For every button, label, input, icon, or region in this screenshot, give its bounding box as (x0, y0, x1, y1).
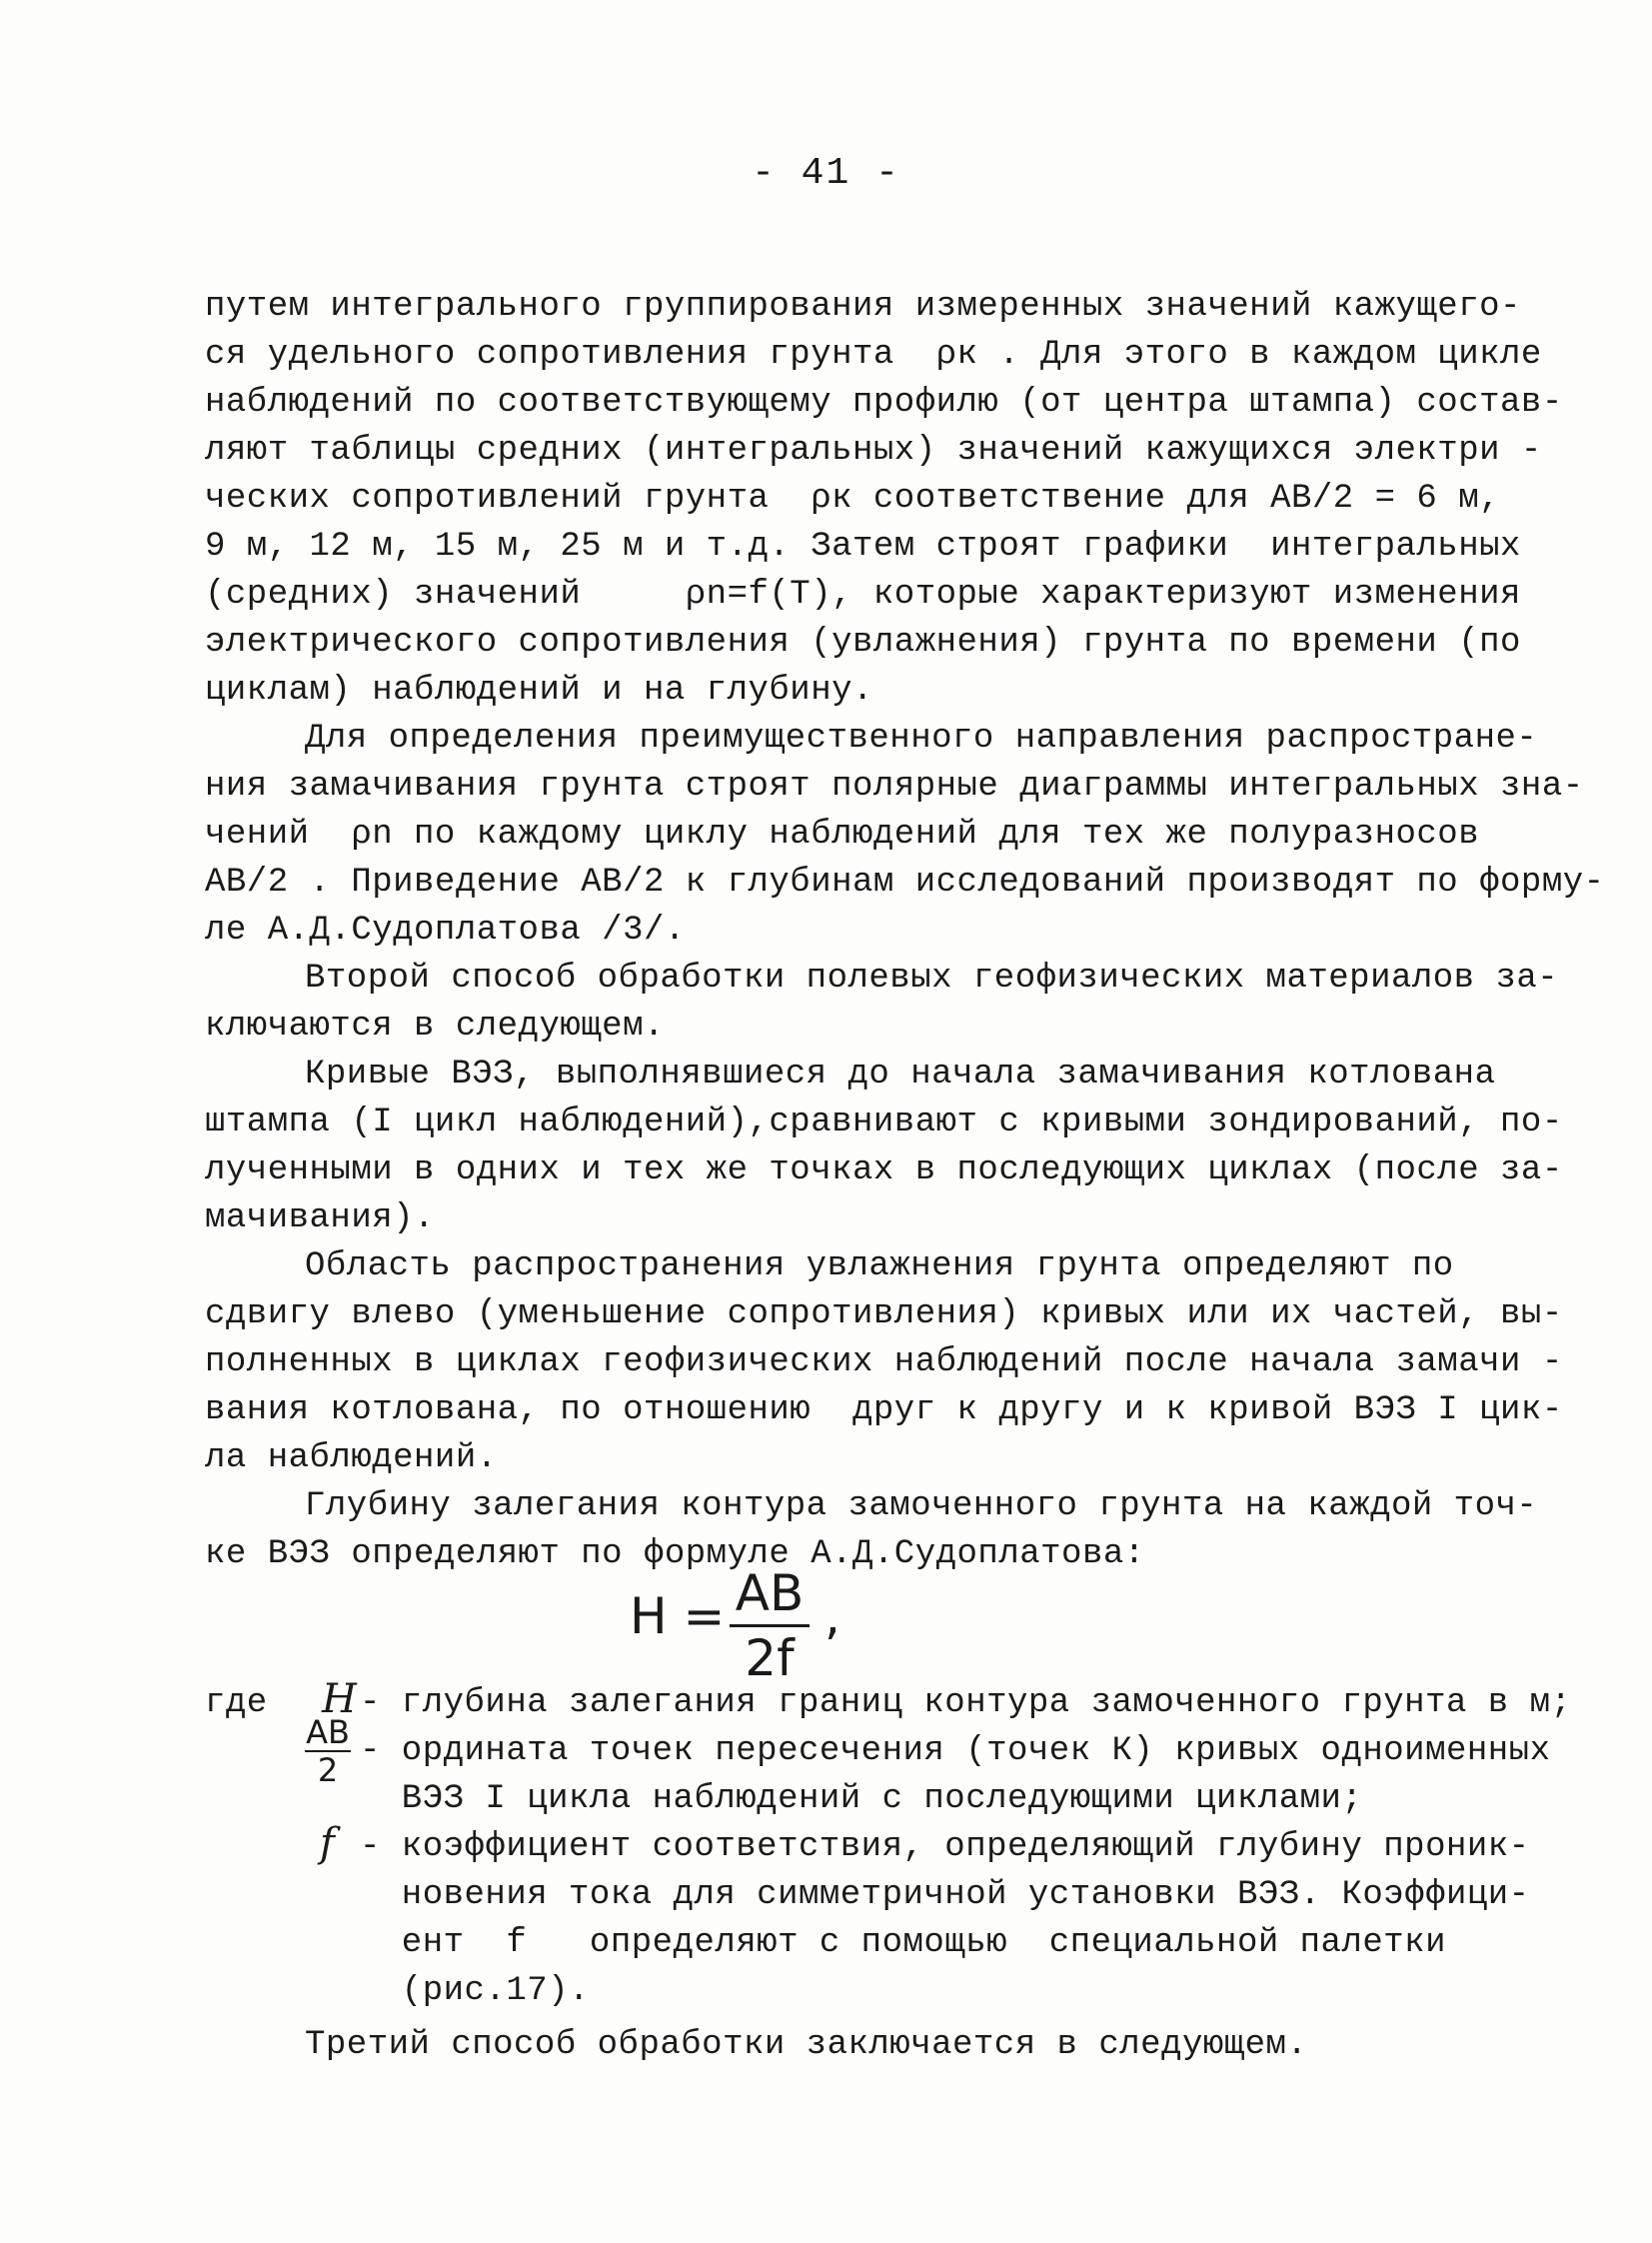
text-line: ле А.Д.Судоплатова /3/. (205, 912, 686, 950)
text-line: электрического сопротивления (увлажнения) грунта по времени (по (205, 624, 1521, 662)
page-number: - 41 - (752, 152, 900, 195)
text-line: ся удельного сопротивления грунта ρк . Для этого в каждом цикле (205, 336, 1542, 374)
text-line: Кривые ВЭЗ, выполнявшиеся до начала замачивания котлована (305, 1056, 1496, 1094)
text-line: лученными в одних и тех же точках в последующих циклах (после за- (205, 1151, 1563, 1189)
text-line: штампа (I цикл наблюдений),сравнивают с кривыми зондирований, по- (205, 1104, 1563, 1141)
definition-text: ент f определяют с помощью специальной палетки (360, 1924, 1446, 1962)
formula (630, 1564, 879, 1687)
definition-text: - глубина залегания границ контура замоченного грунта в м; (360, 1684, 1572, 1722)
formula-numerator: AB (735, 1564, 805, 1622)
text-line: вания котлована, по отношению друг к другу и к кривой ВЭЗ I цик- (205, 1391, 1563, 1429)
definition-text: (рис.17). (360, 1972, 590, 2010)
fraction-bar (730, 1624, 810, 1627)
text-line: наблюдений по соответствующему профилю (от центра штампа) состав- (205, 384, 1563, 422)
definition-text: - ордината точек пересечения (точек К) кривых одноименных (360, 1732, 1551, 1770)
formula-fraction (730, 1564, 810, 1687)
text-line: Для определения преимущественного направления распростране- (305, 720, 1538, 758)
text-line: путем интегрального группирования измеренных значений кажущего- (205, 288, 1521, 326)
text-line: (средних) значений ρn=f(T), которые характеризуют изменения (205, 576, 1521, 614)
text-line: Глубину залегания контура замоченного грунта на каждой точ- (305, 1487, 1538, 1525)
definition-symbol-h: H (322, 1676, 358, 1722)
small-frac-denominator: 2 (317, 1751, 339, 1789)
definition-text: ВЭЗ I цикла наблюдений с последующими циклами; (360, 1780, 1363, 1818)
text-line: ческих сопротивлений грунта ρк соответствение для АВ/2 = 6 м, (205, 480, 1501, 518)
text-line: циклам) наблюдений и на глубину. (205, 672, 873, 710)
definition-symbol-f: f (320, 1820, 336, 1866)
text-line: ключаются в следующем. (205, 1008, 665, 1046)
text-line: чений ρn по каждому циклу наблюдений для тех же полуразносов (205, 816, 1480, 854)
text-line: сдвигу влево (уменьшение сопротивления) кривых или их частей, вы- (205, 1295, 1563, 1333)
text-line: ке ВЭЗ определяют по формуле А.Д.Судоплатова: (205, 1535, 1145, 1573)
text-line: 9 м, 12 м, 15 м, 25 м и т.д. Затем строят графики интегральных (205, 528, 1521, 566)
closing-line: Третий способ обработки заключается в следующем. (305, 2026, 1308, 2064)
text-line: Второй способ обработки полевых геофизических материалов за- (305, 960, 1559, 998)
definitions-intro: где (205, 1684, 268, 1722)
text-line: полненных в циклах геофизических наблюдений после начала замачи - (205, 1343, 1563, 1381)
formula-lhs: H = (630, 1587, 726, 1645)
text-line: ла наблюдений. (205, 1439, 498, 1477)
definition-symbol-ab-over-2 (305, 1715, 351, 1787)
definition-text: - коэффициент соответствия, определяющий глубину проник- (360, 1828, 1530, 1866)
text-line: АВ/2 . Приведение АВ/2 к глубинам исследований производят по форму- (205, 864, 1605, 902)
text-line: мачивания). (205, 1199, 435, 1237)
text-line: Область распространения увлажнения грунта определяют по (305, 1247, 1454, 1285)
formula-comma: , (825, 1587, 840, 1645)
formula-denominator: 2f (745, 1629, 795, 1687)
small-frac-numerator: AB (306, 1713, 350, 1751)
text-line: ния замачивания грунта строят полярные диаграммы интегральных зна- (205, 768, 1584, 806)
text-line: ляют таблицы средних (интегральных) значений кажущихся электри - (205, 432, 1542, 470)
definition-text: новения тока для симметричной установки ВЭЗ. Коэффици- (360, 1876, 1530, 1914)
